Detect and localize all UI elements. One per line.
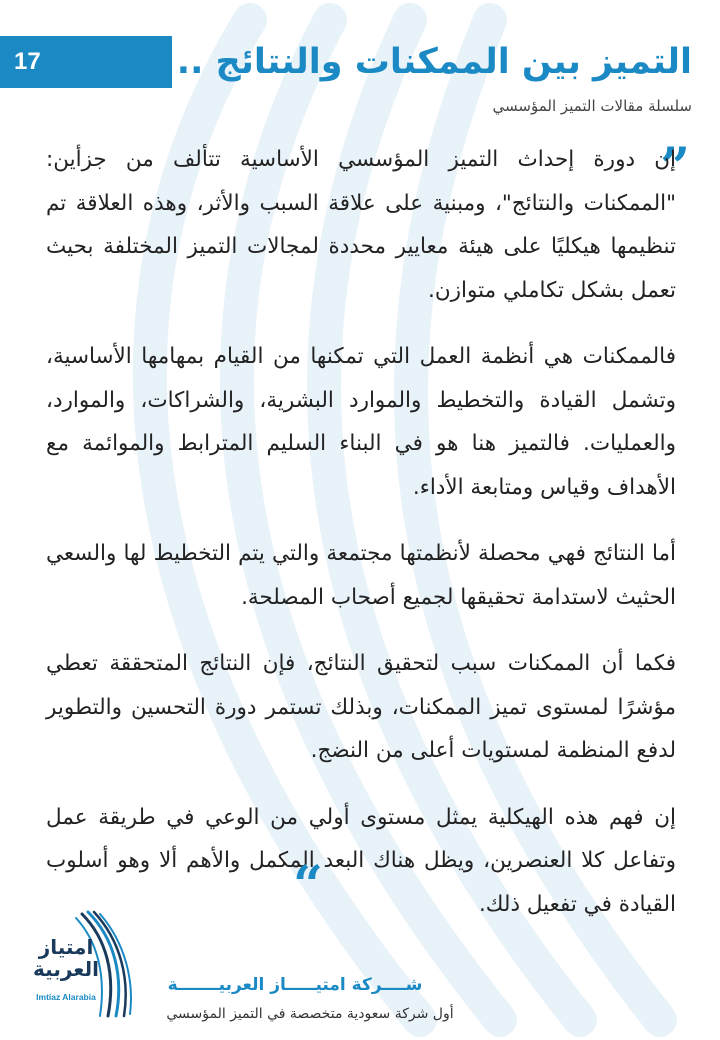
article-title: التميز بين الممكنات والنتائج ..	[176, 42, 692, 82]
paragraph: فكما أن الممكنات سبب لتحقيق النتائج، فإن النتائج المتحققة تعطي مؤشرًا لمستوى تميز الممكنات، وبذلك تستمر دورة التحسين والتطوير لدفع المنظمة لمستويات أعلى من النضج.	[46, 651, 676, 763]
open-quote-icon: ”	[660, 137, 690, 198]
paragraph: فالممكنات هي أنظمة العمل التي تمكنها من القيام بمهامها الأساسية، وتشمل القيادة والتخطيط والموارد البشرية، والشراكات، والموارد، والعمليات. فالتميز هنا هو في البناء السليم المترابط والموائمة مع الأهداف وقياس ومتابعة الأداء.	[46, 344, 676, 500]
series-label: سلسلة مقالات التميز المؤسسي	[492, 97, 692, 115]
close-quote-icon: “	[293, 855, 323, 916]
company-name: شــــركة امتيـــــاز العربيـــــــة	[167, 975, 423, 995]
article-body	[46, 138, 676, 949]
company-tagline: أول شركة سعودية متخصصة في التميز المؤسسي	[166, 1006, 454, 1022]
page-number: 17	[14, 48, 41, 75]
paragraph: أما النتائج فهي محصلة لأنظمتها مجتمعة والتي يتم التخطيط لها والسعي الحثيث لاستدامة تحقيقها لجميع أصحاب المصلحة.	[46, 541, 676, 610]
logo-text-arabic: امتياز العربية	[33, 935, 99, 981]
paragraph: إن فهم هذه الهيكلية يمثل مستوى أولي من الوعي في طريقة عمل وتفاعل كلا العنصرين، ويظل هناك البعد المكمل والأهم ألا وهو أسلوب القيادة في تفعيل ذلك.	[46, 804, 676, 917]
page-number-badge	[0, 36, 172, 88]
logo-text-english: Imtiaz Alarabia	[36, 992, 96, 1002]
paragraph: إن دورة إحداث التميز المؤسسي الأساسية تتألف من جزأين: "الممكنات والنتائج"، ومبنية على علاقة السبب والأثر، وهذه العلاقة تم تنظيمها هيكليًا على هيئة معايير محددة لمجالات التميز المختلفة بحيث تعمل بشكل تكاملي متوازن.	[46, 147, 676, 303]
